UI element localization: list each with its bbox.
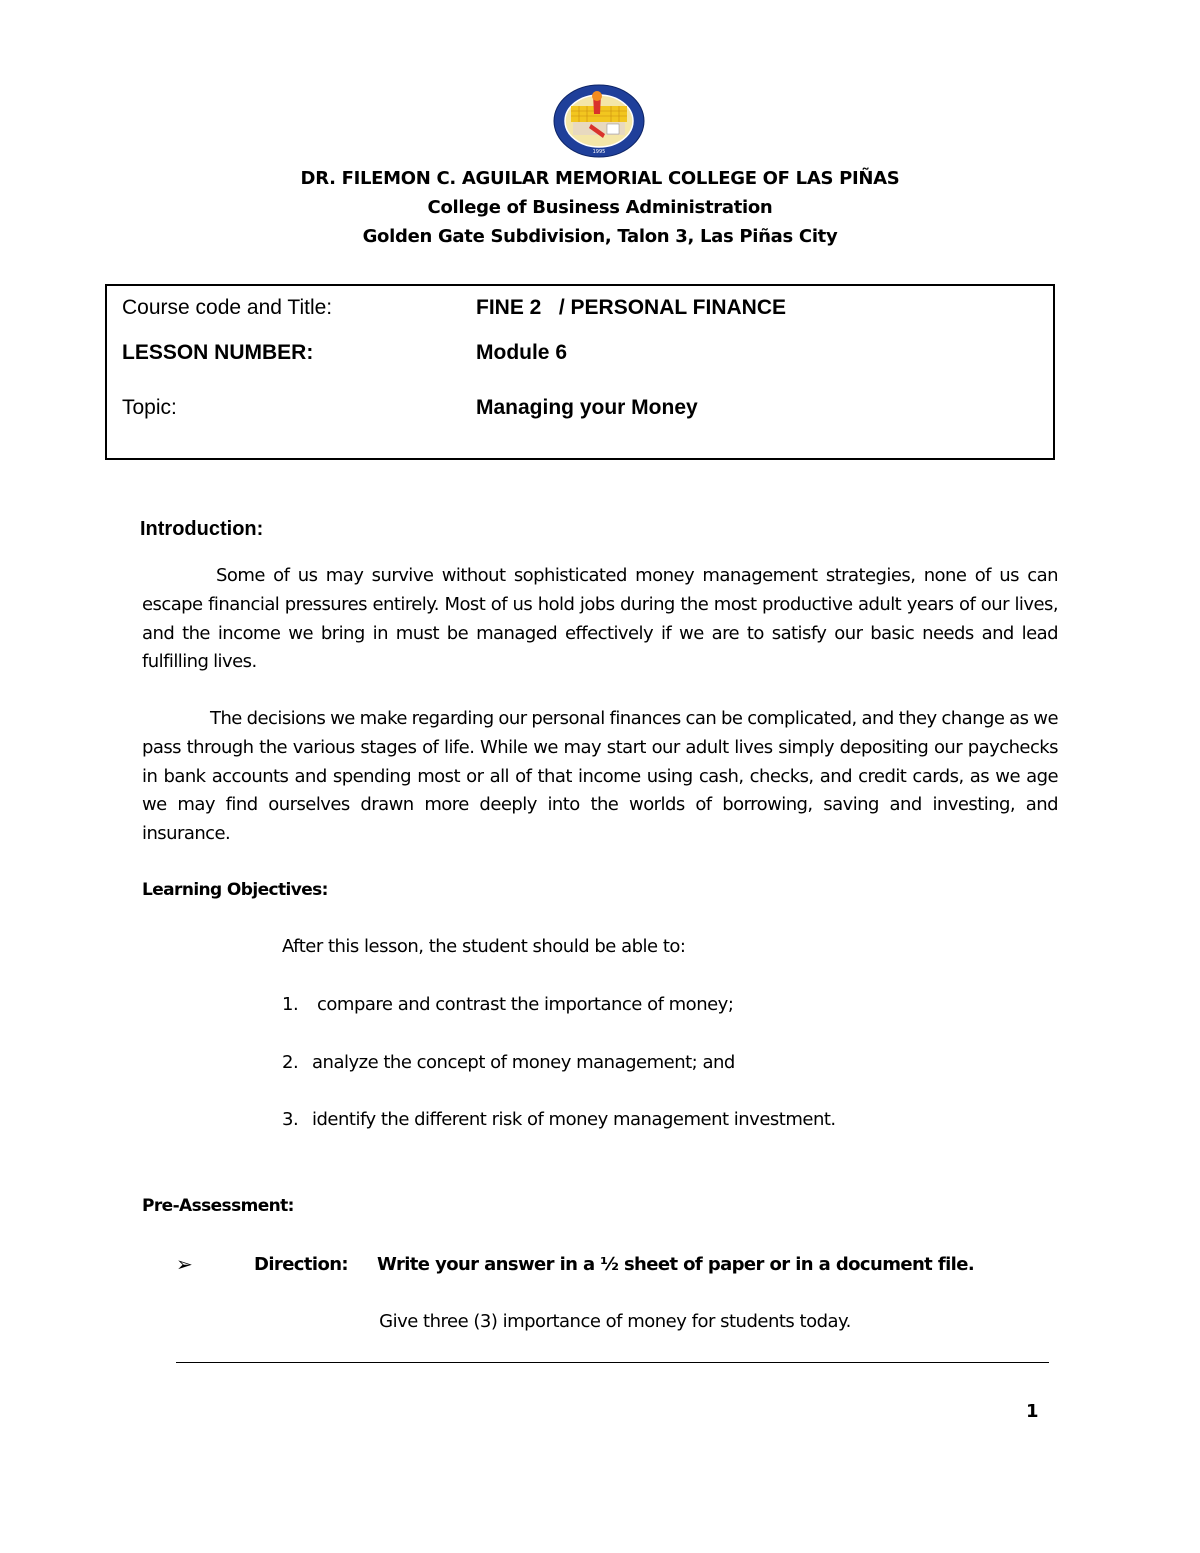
objective-item [282, 1052, 735, 1073]
learning-objectives-intro: After this lesson, the student should be able to: [282, 936, 686, 957]
topic-value: Managing your Money [476, 396, 698, 419]
introduction-heading: Introduction: [140, 518, 264, 540]
course-code-label: Course code and Title: [122, 296, 333, 319]
lesson-number-label: LESSON NUMBER: [122, 341, 314, 364]
introduction-paragraph: The decisions we make regarding our personal finances can be complicated, and they change as we pass through the various stages of life. While we may start our adult lives simply depositing our paychecks in bank accounts and spending most or all of that income using cash, checks, and credit cards, as we age we may find ourselves drawn more deeply into the worlds of borrowing, saving and investing, and insurance. [142, 708, 1058, 845]
arrowhead-bullet-icon: ➢ [176, 1252, 193, 1276]
svg-text:1995: 1995 [592, 149, 606, 155]
course-code-value: FINE 2 / PERSONAL FINANCE [476, 296, 786, 319]
direction-text: Write your answer in a ½ sheet of paper or in a document file. [377, 1254, 975, 1275]
page-number: 1 [1026, 1401, 1039, 1422]
objective-text: compare and contrast the importance of money; [317, 994, 734, 1015]
topic-label: Topic: [122, 396, 177, 419]
direction-label: Direction: [254, 1254, 349, 1275]
assessment-question: Give three (3) importance of money for students today. [379, 1311, 851, 1332]
objective-text: analyze the concept of money management; and [312, 1052, 735, 1073]
course-info-box [105, 284, 1055, 460]
introduction-paragraph: Some of us may survive without sophisticated money management strategies, none of us can escape financial pressures entirely. Most of us hold jobs during the most productive adult years of our lives, and the income we bring in must be managed effectively if we are to satisfy our basic needs and lead fulfilling lives. [142, 565, 1058, 673]
college-department: College of Business Administration [427, 197, 773, 218]
objective-number: 3. [282, 1109, 299, 1130]
lesson-number-value: Module 6 [476, 341, 568, 364]
college-name: DR. FILEMON C. AGUILAR MEMORIAL COLLEGE OF LAS PIÑAS [300, 168, 900, 189]
learning-objectives-heading: Learning Objectives: [142, 880, 328, 900]
objective-item [282, 1109, 836, 1130]
objective-item [282, 994, 733, 1015]
college-seal-logo [553, 84, 645, 158]
answer-line [176, 1362, 1049, 1363]
objective-text: identify the different risk of money management investment. [312, 1109, 836, 1130]
objective-number: 1. [282, 994, 299, 1015]
pre-assessment-heading: Pre-Assessment: [142, 1196, 294, 1216]
college-address: Golden Gate Subdivision, Talon 3, Las Piñas City [362, 226, 838, 247]
objective-number: 2. [282, 1052, 299, 1073]
